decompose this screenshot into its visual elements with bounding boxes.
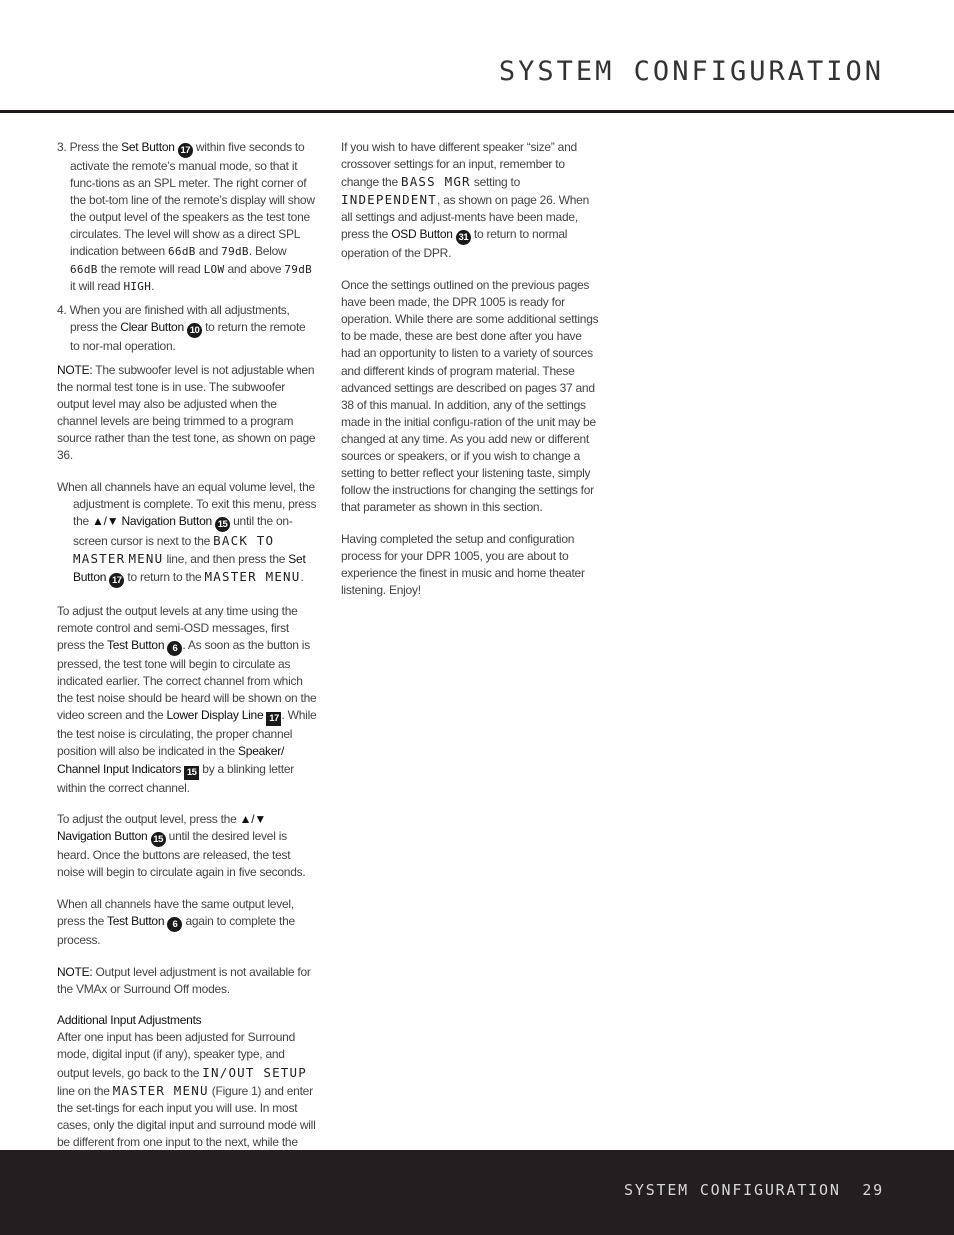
- text: setting to: [470, 175, 521, 190]
- text: If you wish to have different speaker “size” and crossover settings for an input, remember to change the: [341, 140, 577, 190]
- set-button-ref: Set Button: [121, 140, 175, 154]
- text: . As soon as the button is pressed, the test tone will begin to circulate as indicated earlier. The correct channel from which the test noise should be heard will be shown on the video screen and the: [57, 638, 317, 723]
- osd-independent: INDEPENDENT: [341, 192, 437, 208]
- text: to return to the: [124, 570, 205, 585]
- set-button-ref: Set Button: [73, 552, 306, 585]
- lower-display-line-ref: Lower Display Line: [166, 708, 264, 723]
- callout-square-17-icon: 17: [266, 712, 281, 726]
- text: it will read: [70, 278, 124, 293]
- header-rule: [0, 110, 954, 113]
- page-header-title: SYSTEM CONFIGURATION: [498, 56, 884, 87]
- text: Output level adjustment is not available for the VMAx or Surround Off modes.: [57, 964, 311, 996]
- navigation-button-ref: Navigation Button: [118, 514, 212, 529]
- callout-10-icon: 10: [187, 323, 202, 338]
- osd-menu: MENU: [128, 551, 164, 567]
- text: again to complete the process.: [57, 914, 295, 947]
- subheading-additional-input: Additional Input Adjustments: [57, 1013, 202, 1028]
- callout-6-icon: 6: [167, 641, 182, 656]
- text: until the on-screen cursor is next to the: [73, 514, 293, 549]
- text: .: [151, 278, 155, 293]
- paragraph-speaker-size: [341, 139, 601, 263]
- text: and: [195, 244, 222, 259]
- paragraph-settings-outlined: Once the settings outlined on the previous pages have been made, the DPR 1005 is ready for operation. While there are some additional settings to be made, these are best done after you have had an opportunity to listen to a variety of sources and different kinds of program material. These advanced settings are described on pages 37 and 38 of this manual. In addition, any of the settings made in the initial configu-ration of the unit may be changed at any time. As you add new or different sources or speakers, or if you wish to change a setting to better reflect your listening taste, simply follow the instructions for changing the settings for that parameter as shown in this section.: [341, 278, 599, 515]
- text: .: [300, 570, 304, 585]
- osd-button-ref: OSD Button: [391, 227, 453, 242]
- osd-66db: 66dB: [168, 245, 196, 259]
- osd-master-menu: MASTER MENU: [204, 569, 301, 585]
- note-vmax: [57, 964, 317, 998]
- footer-label: [624, 1181, 884, 1199]
- text: The subwoofer level is not adjustable when the normal test tone is in use. The subwoofer output level may also be adjusted when the channel levels are being trimmed to a program source rather than the test tone, as shown on page 36.: [57, 362, 316, 463]
- osd-66db: 66dB: [70, 262, 98, 276]
- osd-low: LOW: [203, 262, 225, 276]
- nav-arrows-icon: ▲/▼: [239, 812, 266, 827]
- callout-6-icon: 6: [167, 917, 182, 932]
- paragraph-equal-level: [57, 479, 317, 588]
- step-3: [57, 139, 317, 295]
- step-4: [57, 302, 317, 355]
- osd-back-to-master: BACK TO MASTER: [73, 533, 275, 567]
- note-label: NOTE:: [57, 362, 93, 377]
- text: After one input has been adjusted for Surround mode, digital input (if any), speaker type, and output levels, go back to the: [57, 1030, 296, 1080]
- text: (Figure 1) and enter the set-tings for each input you will use. In most cases, only the digital input and surround mode will be different from one input to the next, while the: [57, 1083, 316, 1149]
- text: To adjust the output levels at any time using the remote control and semi-OSD messages, first press the: [57, 603, 298, 653]
- text: within five seconds to activate the remote’s manual mode, so that it func-tions as an SPL meter. The right corner of the bot-tom line of the remote’s display will show the output level of the speakers as the test tone circulates. The level will show as a direct SPL indication between: [70, 140, 315, 259]
- text: the remote will read: [97, 261, 204, 276]
- text: 4. When you are finished with all adjustments, press the: [57, 302, 290, 334]
- osd-79db: 79dB: [221, 245, 249, 259]
- text: to return to normal operation of the DPR.: [341, 227, 568, 261]
- osd-bass-mgr: BASS MGR: [400, 174, 471, 190]
- clear-button-ref: Clear Button: [120, 319, 184, 334]
- note-label: NOTE:: [57, 964, 93, 979]
- text: When all channels have an equal volume level, the adjustment is complete. To exit this menu, press the: [57, 480, 317, 529]
- right-column: [341, 139, 601, 599]
- callout-square-15-icon: 15: [184, 766, 199, 780]
- callout-31-icon: 31: [456, 230, 471, 245]
- osd-high: HIGH: [123, 279, 152, 293]
- left-column: [57, 139, 317, 1168]
- paragraph-adjust-output: [57, 603, 317, 797]
- text: When all channels have the same output level, press the: [57, 896, 294, 928]
- note-subwoofer: [57, 362, 317, 465]
- text: , as shown on page 26. When all settings and adjust-ments have been made, press the: [341, 193, 590, 242]
- test-button-ref: Test Button: [106, 914, 165, 928]
- callout-15-icon: 15: [215, 517, 230, 532]
- speaker-channel-indicators-ref: Speaker/ Channel Input Indicators: [57, 744, 285, 776]
- text: . Below: [248, 244, 287, 259]
- text: To adjust the output level, press the: [57, 812, 240, 827]
- osd-master-menu: MASTER MENU: [112, 1082, 209, 1098]
- text: to return the remote to nor-mal operation.: [70, 319, 306, 353]
- text: 3. Press the: [57, 140, 122, 154]
- text: line, and then press the: [163, 552, 289, 567]
- callout-17-icon: 17: [178, 143, 193, 158]
- test-button-ref: Test Button: [106, 638, 165, 653]
- osd-79db: 79dB: [284, 262, 313, 276]
- footer-section-title: SYSTEM CONFIGURATION: [624, 1181, 841, 1199]
- paragraph-completed: Having completed the setup and configuration process for your DPR 1005, you are about to experience the finest in music and home theater listening. Enjoy!: [341, 531, 585, 598]
- page-footer: [0, 1150, 954, 1235]
- navigation-button-ref: Navigation Button: [57, 829, 148, 844]
- paragraph-additional-input: [57, 1029, 317, 1168]
- text: and above: [224, 261, 285, 276]
- text: until the desired level is heard. Once the buttons are released, the test noise will begin to circulate again in five seconds.: [57, 829, 306, 880]
- nav-arrows-icon: ▲/▼: [92, 514, 119, 529]
- page-number: 29: [862, 1181, 884, 1199]
- text: line on the: [57, 1083, 113, 1098]
- osd-inout-setup: IN/OUT SETUP: [202, 1064, 307, 1080]
- callout-17-icon: 17: [109, 573, 124, 588]
- paragraph-same-level: [57, 896, 317, 949]
- text: by a blinking letter within the correct channel.: [57, 761, 294, 795]
- paragraph-adjust-level: [57, 811, 317, 881]
- callout-15-icon: 15: [151, 832, 166, 847]
- text: . While the test noise is circulating, the proper channel position will also be indicated in the: [57, 708, 317, 759]
